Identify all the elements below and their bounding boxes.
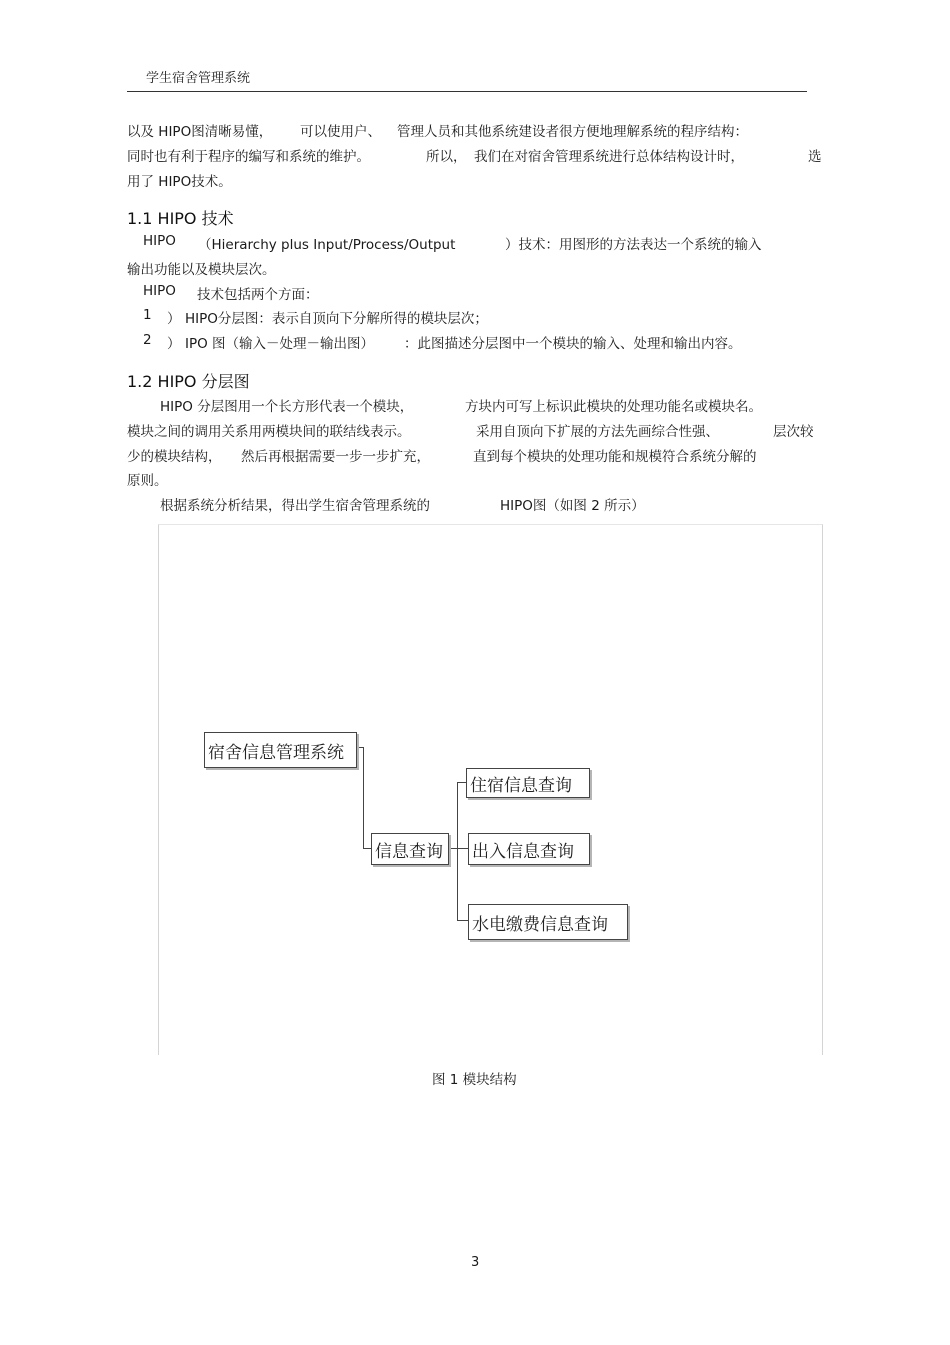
intro-line-2-c: 我们在对宿舍管理系统进行总体结构设计时， xyxy=(474,149,744,165)
s2-line-5-b: HIPO图（如图 2 所示） xyxy=(500,498,645,514)
intro-line-1-a: 以及 HIPO图清晰易懂， xyxy=(127,124,273,140)
section-1-2-heading: 1.2 HIPO 分层图 xyxy=(127,372,250,391)
leaf-3-connector xyxy=(457,920,468,921)
mid-connector-vertical xyxy=(457,782,458,920)
s1-item-2-number: 2 xyxy=(143,332,152,348)
s1-item-1-paren: ） xyxy=(167,311,181,327)
s1-item-2-desc: ：此图描述分层图中一个模块的输入、处理和输出内容。 xyxy=(404,336,742,352)
figure-caption: 图 1 模块结构 xyxy=(432,1072,517,1088)
s2-line-2-b: 采用自顶向下扩展的方法先画综合性强、 xyxy=(476,424,719,440)
s1-item-2-text: IPO 图（输入－处理－输出图） xyxy=(185,336,375,352)
s1-line-3-b: 技术包括两个方面： xyxy=(197,287,319,303)
intro-line-2-a: 同时也有利于程序的编写和系统的维护。 xyxy=(127,149,370,165)
root-connector-vertical xyxy=(363,747,364,848)
leaf-1-connector xyxy=(457,782,466,783)
s2-line-3-c: 直到每个模块的处理功能和规模符合系统分解的 xyxy=(473,449,757,465)
s2-line-3-a: 少的模块结构， xyxy=(127,449,222,465)
mid-connector-stub xyxy=(449,848,457,849)
module-lodging-query: 住宿信息查询 xyxy=(466,768,590,798)
s2-line-3-b: 然后再根据需要一步一步扩充， xyxy=(241,449,430,465)
s2-line-2-a: 模块之间的调用关系用两模块间的联结线表示。 xyxy=(127,424,411,440)
s2-line-1-a: HIPO 分层图用一个长方形代表一个模块， xyxy=(160,399,414,415)
intro-line-1-c: 管理人员和其他系统建设者很方便地理解系统的程序结构： xyxy=(397,124,748,140)
s1-item-2-paren: ） xyxy=(167,336,181,352)
s1-item-1-text: HIPO分层图：表示自顶向下分解所得的模块层次； xyxy=(185,311,488,327)
page-number: 3 xyxy=(471,1255,480,1270)
s1-line-1-b: （Hierarchy plus Input/Process/Output xyxy=(198,237,456,253)
s2-line-1-b: 方块内可写上标识此模块的处理功能名或模块名。 xyxy=(465,399,762,415)
intro-line-2-d: 选 xyxy=(808,149,822,165)
module-utility-fee-query: 水电缴费信息查询 xyxy=(468,904,628,940)
s2-line-4: 原则。 xyxy=(127,473,168,489)
s1-line-2: 输出功能以及模块层次。 xyxy=(127,262,276,278)
section-1-1-heading: 1.1 HIPO 技术 xyxy=(127,209,234,228)
intro-line-3: 用了 HIPO技术。 xyxy=(127,174,232,190)
root-to-mid-connector xyxy=(363,848,371,849)
s1-item-1-number: 1 xyxy=(143,307,152,323)
module-access-query: 出入信息查询 xyxy=(468,833,590,865)
s1-line-1-a: HIPO xyxy=(143,233,176,249)
module-root: 宿舍信息管理系统 xyxy=(204,732,357,768)
running-header: 学生宿舍管理系统 xyxy=(146,71,251,86)
header-rule xyxy=(127,91,807,92)
s1-line-1-c: ）技术：用图形的方法表达一个系统的输入 xyxy=(505,237,762,253)
module-info-query: 信息查询 xyxy=(371,833,449,865)
s2-line-5-a: 根据系统分析结果，得出学生宿舍管理系统的 xyxy=(160,498,430,514)
intro-line-2-b: 所以， xyxy=(426,149,467,165)
leaf-2-connector xyxy=(457,848,468,849)
intro-line-1-b: 可以使用户、 xyxy=(300,124,381,140)
s2-line-2-c: 层次较 xyxy=(773,424,814,440)
s1-line-3-a: HIPO xyxy=(143,283,176,299)
hipo-figure xyxy=(158,524,823,1055)
